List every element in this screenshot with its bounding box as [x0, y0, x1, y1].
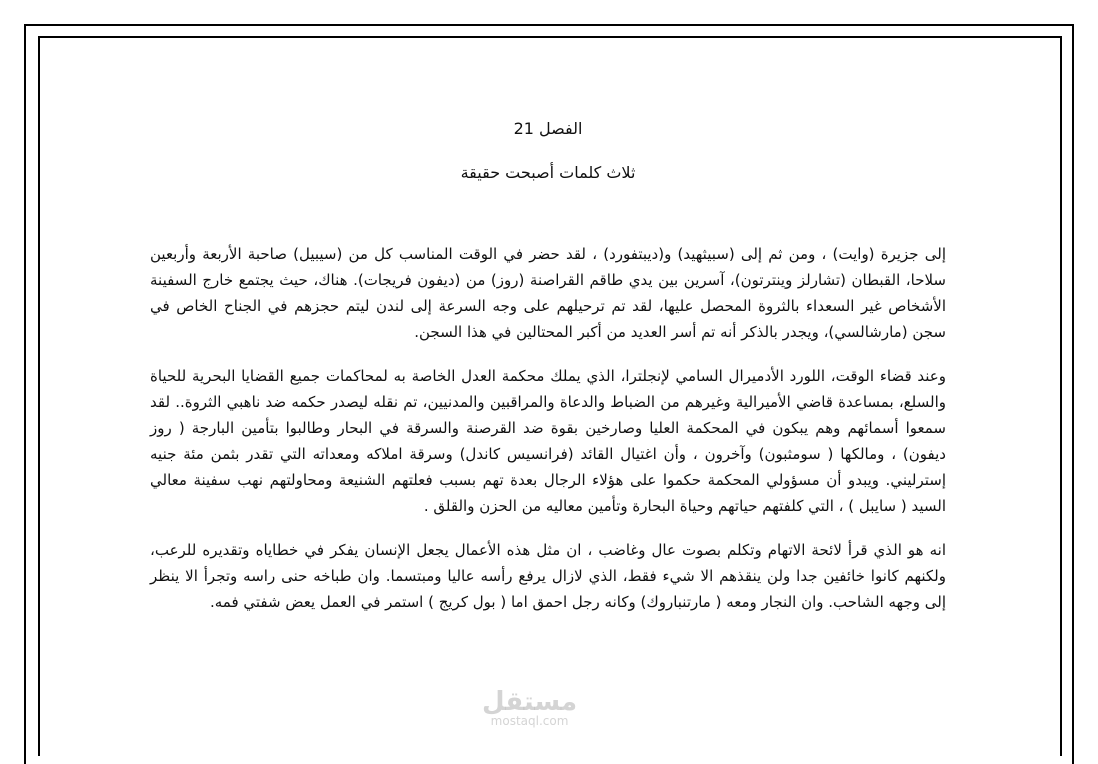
- paragraph-2: وعند قضاء الوقت، اللورد الأدميرال السامي لإنجلترا، الذي يملك محكمة العدل الخاصة به لمحاكمات جميع القضايا البحرية للحياة والسلع، بمساعدة قاضي الأميرالية وغيرهم من الضباط والدعاة والمراقبين والمدنيين، تم نقله ليصدر حكمه ضد ناهبي الثروة.. لقد سمعوا أسمائهم وهم يبكون في المحكمة العليا وصارخين بقوة ضد القرصنة والسرقة في البحار وطالبوا بتأمين البارجة ( روز ديفون) ، ومالكها ( سومثبون) وآخرون ، وأن اغتيال القائد (فرانسيس كاندل) وسرقة املاكه ومعداته التي تقدر بثمن مئة جنيه إسترليني. ويبدو أن مسؤولي المحكمة حكموا على هؤلاء الرجال بعدة تهم بسبب فعلتهم الشنيعة ومحاولتهم نهب سفينة معالي السيد ( سايبل ) ، التي كلفتهم حياتهم وحياة البحارة وتأمين معاليه من الحزن والقلق .: [150, 367, 946, 515]
- watermark-logo: مستقل: [482, 687, 578, 717]
- document-page: [150, 115, 946, 633]
- paragraph-3: انه هو الذي قرأ لائحة الاتهام وتكلم بصوت عال وغاضب ، ان مثل هذه الأعمال يجعل الإنسان يفكر في خطاياه وتقديره للرعب، ولكنهم كانوا خائفين جدا ولن ينقذهم الا شيء فقط، الذي لازال يرفع رأسه عاليا ومبتسما. وان طباخه حنى راسه وتجرأ الا ينظر إلى وجهه الشاحب. وان النجار ومعه ( مارتنباروك) وكانه رجل احمق اما ( بول كريج ) استمر في العمل يعض شفتي فمه.: [150, 541, 946, 611]
- chapter-title: الفصل 21: [513, 119, 583, 138]
- paragraph-1: إلى جزيرة (وايت) ، ومن ثم إلى (سبيثهيد) و(ديبتفورد) ، لقد حضر في الوقت المناسب كل من (سيبيل) صاحبة الأربعة وأربعين سلاحا، القبطان (تشارلز وينترتون)، آسرين بين يدي طاقم القراصنة (روز) من (ديفون فريجات). هناك، حيث يجتمع خارج السفينة الأشخاص غير السعداء بالثروة المحصل عليها، لقد تم ترحيلهم على وجه السرعة إلى لندن ليتم حجزهم في الجناح الخاص في سجن (مارشالسي)، ويجدر بالذكر أنه تم أسر العديد من أكبر المحتالين في هذا السجن.: [150, 245, 946, 341]
- watermark-url: mostaql.com: [490, 714, 569, 728]
- chapter-subtitle: ثلاث كلمات أصبحت حقيقة: [460, 163, 636, 182]
